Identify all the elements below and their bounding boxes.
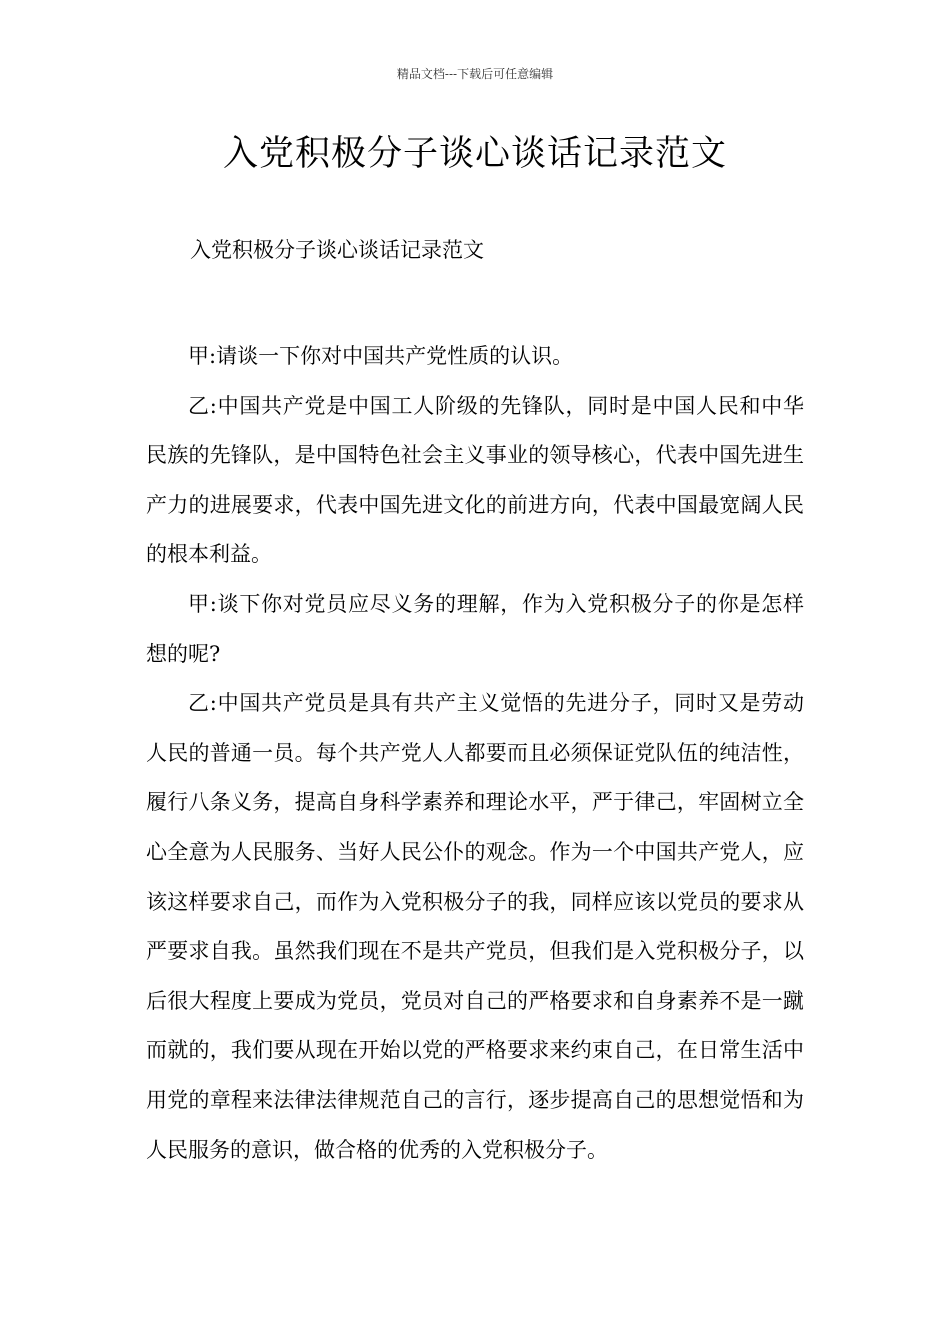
page-header-watermark: 精品文档---下载后可任意编辑 — [396, 67, 554, 81]
paragraph-answer-1: 乙:中国共产党是中国工人阶级的先锋队，同时是中国人民和中华民族的先锋队，是中国特色社会主义事业的领导核心，代表中国先进生产力的进展要求，代表中国先进文化的前进方向，代表中国最宽阔人民的根本利益。 — [146, 393, 804, 567]
paragraph-question-1: 甲:请谈一下你对中国共产党性质的认识。 — [188, 344, 574, 368]
paragraph-answer-2: 乙:中国共产党员是具有共产主义觉悟的先进分子，同时又是劳动人民的普通一员。每个共产党人人都要而且必须保证党队伍的纯洁性，履行八条义务，提高自身科学素养和理论水平，严于律己，牢固树立全心全意为人民服务、当好人民公仆的观念。作为一个中国共产党人，应该这样要求自己，而作为入党积极分子的我，同样应该以党员的要求从严要求自我。虽然我们现在不是共产党员，但我们是入党积极分子，以后很大程度上要成为党员，党员对自己的严格要求和自身素养不是一蹴而就的，我们要从现在开始以党的严格要求来约束自己，在日常生活中用党的章程来法律法律规范自己的言行，逐步提高自己的思想觉悟和为人民服务的意识，做合格的优秀的入党积极分子。 — [146, 691, 804, 1162]
document-body — [146, 332, 804, 1175]
document-title: 入党积极分子谈心谈话记录范文 — [222, 134, 727, 174]
paragraph-question-2: 甲:谈下你对党员应尽义务的理解，作为入党积极分子的你是怎样想的呢? — [146, 591, 804, 666]
document-subtitle: 入党积极分子谈心谈话记录范文 — [190, 238, 484, 262]
